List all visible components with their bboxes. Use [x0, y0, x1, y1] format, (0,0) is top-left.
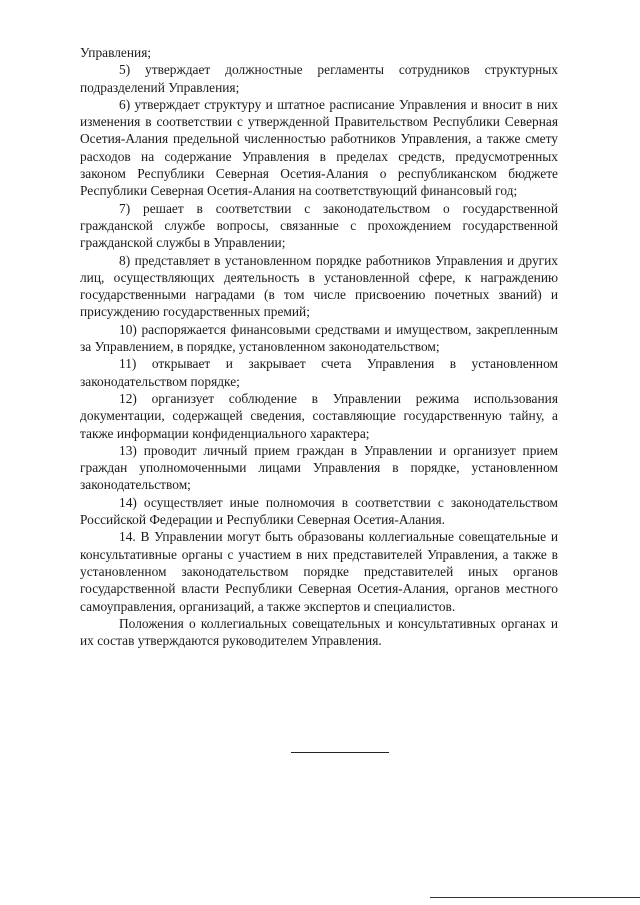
paragraph-item-5: 5) утверждает должностные регламенты сотрудников структурных подразделений Управления; [80, 62, 558, 95]
paragraph-item-13: 13) проводит личный прием граждан в Управлении и организует прием граждан уполномоченными лицами Управления в порядке, установленном законодательством; [80, 442, 558, 493]
document-body [80, 44, 558, 649]
paragraph-item-8: 8) представляет в установленном порядке работников Управления и других лиц, осуществляющих деятельность в установленной сфере, к награждению государственными наградами (в том числе присвоению почетных званий) и присуждению государственных премий; [80, 252, 558, 320]
paragraph-closing: Положения о коллегиальных совещательных и консультативных органах и их состав утверждаются руководителем Управления. [80, 615, 558, 649]
end-divider-line [291, 752, 389, 753]
paragraph-item-12: 12) организует соблюдение в Управлении режима использования документации, содержащей сведения, составляющие государственную тайну, а также информации конфиденциального характера; [80, 390, 558, 441]
paragraph-item-6: 6) утверждает структуру и штатное расписание Управления и вносит в них изменения в соответствии с утвержденной Правительством Республики Северная Осетия-Алания предельной численностью работников Управления, а также смету расходов на содержание Управления в пределах средств, предусмотренных законом Республики Северная Осетия-Алания о республиканском бюджете Республики Северная Осетия-Алания на соответствующий финансовый год; [80, 96, 558, 199]
paragraph-item-7: 7) решает в соответствии с законодательством о государственной гражданской службе вопросы, связанные с прохождением государственной гражданской службы в Управлении; [80, 200, 558, 251]
footer-line [430, 897, 640, 898]
paragraph-section-14: 14. В Управлении могут быть образованы коллегиальные совещательные и консультативные органы с участием в них представителей Управления, а также в установленном законодательством порядке представителей иных органов государственной власти Республики Северная Осетия-Алания, органов местного самоуправления, организаций, а также экспертов и специалистов. [80, 529, 558, 614]
paragraph-item-14: 14) осуществляет иные полномочия в соответствии с законодательством Российской Федерации и Республики Северная Осетия-Алания. [80, 494, 558, 528]
paragraph-continuation: Управления; [80, 45, 152, 60]
paragraph-item-11: 11) открывает и закрывает счета Управления в установленном законодательством порядке; [80, 356, 558, 389]
paragraph-item-10: 10) распоряжается финансовыми средствами и имуществом, закрепленным за Управлением, в порядке, установленном законодательством; [80, 321, 558, 355]
